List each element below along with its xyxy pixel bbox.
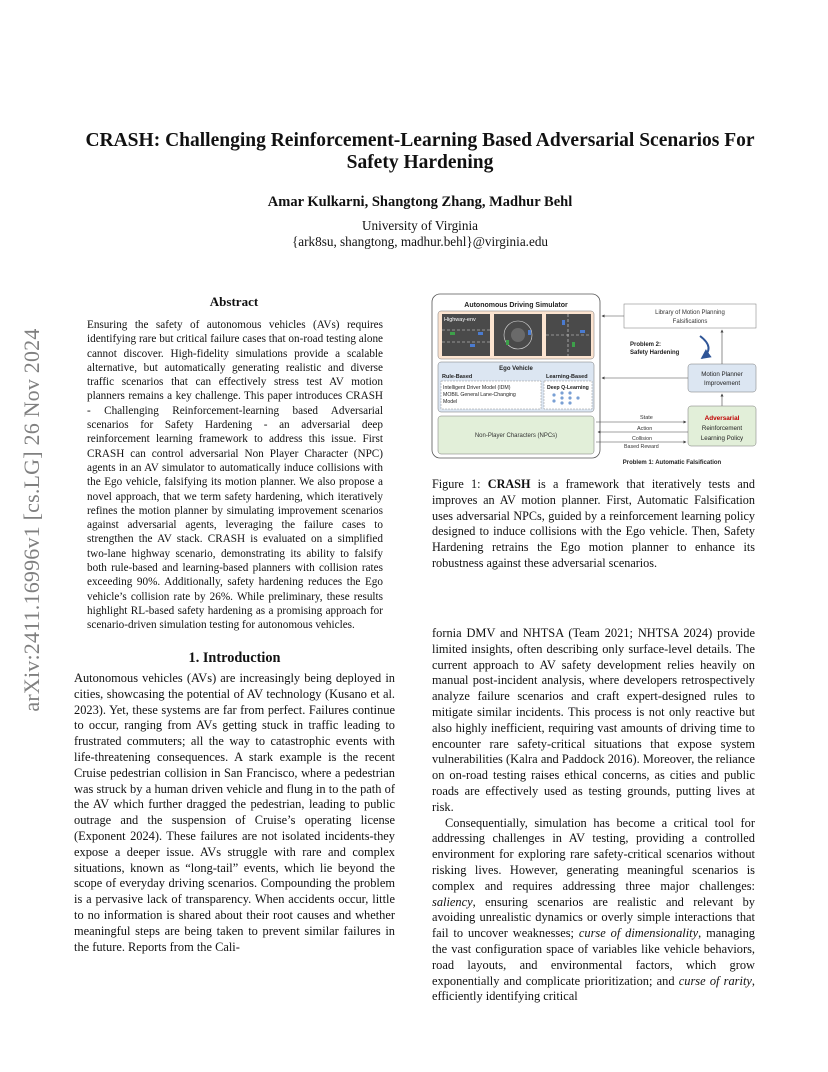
intro-paragraph-3 (432, 816, 755, 1006)
arxiv-identifier-text: arXiv:2411.16996v1 [cs.LG] 26 Nov 2024 (19, 328, 44, 712)
motion-planner-box (688, 364, 756, 392)
section-heading-introduction: 1. Introduction (188, 650, 281, 666)
problem1-label: Problem 1: Automatic Falsification (622, 460, 722, 466)
caption-bold: CRASH (487, 477, 531, 491)
idm-line-2: MOBIL General Lane-Changing (443, 392, 516, 398)
motion-line-1: Motion Planner (701, 371, 743, 378)
cycle-arrow-icon (700, 336, 709, 358)
collision-line-1: Collision (632, 436, 653, 442)
p3-dimensionality: curse of dimensionality (578, 926, 699, 941)
library-line-1: Library of Motion Planning (655, 310, 725, 316)
idm-line-3: Model (443, 399, 458, 405)
arxiv-identifier (14, 270, 50, 770)
intro-left-column (74, 671, 395, 955)
library-line-2: Falsifications (672, 319, 708, 325)
adv-line-1: Adversarial (704, 415, 740, 422)
caption-label: Figure 1: (432, 477, 488, 491)
idm-line-1: Intelligent Driver Model (IDM) (443, 385, 511, 391)
dqn-label: Deep Q-Learning (547, 385, 589, 391)
intro-right-column (432, 626, 755, 1005)
rule-based-label: Rule-Based (442, 374, 473, 380)
intro-paragraph-1: Autonomous vehicles (AVs) are increasingly being deployed in cities, showcasing the potential of AV technology (Kusano et al. 2023). Yet, these systems are far from perfect. Failures continue to occur, ranging from AVs getting stuck in traffic leading to frustrated commuters; all the way to catastrophic events with life-threatening consequences. A stark example is the recent Cruise pedestrian collision in San Francisco, where a pedestrian was struck by a human driven vehicle and flung in to the path of the AV which further dragged the pedestrian, leading to public outrage and the suspension of Cruise’s operating license (Exponent 2024). These failures are not isolated incidents-they expose a deeper issue. AVs struggle with rare and complex situations, known as “long-tail” events, which lie beyond the scope of everyday driving scenarios. Compounding the problem is a pervasive lack of transparency. When accidents occur, little to no information is shared about their root causes and whether meaningful steps are being taken to prevent similar failures in the future. Reports from the Cali- (74, 671, 395, 954)
action-label: Action (637, 426, 653, 432)
highway-label: Highway-env (444, 317, 476, 323)
author-emails: {ark8su, shangtong, madhur.behl}@virginia.edu (291, 234, 549, 249)
intro-paragraph-2: fornia DMV and NHTSA (Team 2021; NHTSA 2024) provide limited insights, often describing only surface-level details. The current approach to AV safety development relies heavily on manual post-incident analysis, where developers retrospectively analyze failure scenarios and craft expert-designed rules to mitigate similar incidents. This process is not only reactive but also highly inefficient, requiring vast amounts of driving time to encounter rare safety-critical situations that expose system vulnerabilities (Kalra and Paddock 2016). Moreover, the reliance on on-road testing raises ethical concerns, as cities and public roads are effectively used as testing grounds, putting lives at risk. (432, 626, 755, 814)
title-line-2: Safety Hardening (346, 152, 494, 173)
abstract-body (87, 318, 383, 633)
npc-label: Non-Player Characters (NPCs) (474, 433, 558, 439)
adv-line-2: Reinforcement (701, 425, 743, 432)
ego-vehicle-label: Ego Vehicle (499, 366, 533, 372)
figure-1-diagram (430, 292, 760, 470)
state-label: State (640, 415, 653, 421)
paper-title (70, 130, 770, 174)
figure-1-caption (432, 477, 755, 572)
affiliation: University of Virginia (362, 218, 478, 233)
p3-part-a: Consequentially, simulation has become a critical tool for addressing challenges in AV testing, providing a controlled environment for exploring rare safety-critical scenarios without risking lives. However, generating meaningful scenarios is complex and requires addressing three major challenges: (432, 815, 755, 893)
p3-part-b: , ensuring scenarios are realistic and relevant by avoiding unrealistic dynamics or overly simple interactions that fail to uncover weaknesses; (432, 894, 755, 941)
abstract-heading: Abstract (209, 294, 259, 309)
affiliation-block (70, 218, 770, 250)
caption-text: is a framework that iteratively tests and improves an AV motion planner. First, Automatic Falsification uses adversarial NPCs, guided by a reinforcement learning policy designed to induce collisions with the Ego vehicle. Then, Safety Hardening retrains the Ego motion planner to enhance its robustness against these adversarial scenarios. (432, 477, 755, 570)
learning-based-label: Learning-Based (546, 374, 588, 380)
abstract-text: Ensuring the safety of autonomous vehicles (AVs) requires identifying rare but critical failure cases that on-road testing alone cannot discover. High-fidelity simulations provide a scalable alternative, but automatically generating realistic and diverse traffic scenarios that can effectively stress test AV motion planners remains a key challenge. This paper introduces CRASH - Challenging Reinforcement-learning based Adversarial scenarios for Safety Hardening - an adversarial deep reinforcement learning framework to address this issue. First CRASH can control adversarial Non Player Character (NPC) agents in an AV simulator to automatically induce collisions with the Ego vehicle, falsifying its motion planner. We also propose a novel approach, that we term safety hardening, which iteratively refines the motion planner by simulating improvement scenarios against adversarial agents, leveraging the failure cases to strengthen the AV stack. CRASH is evaluated on a simplified two-lane highway scenario, demonstrating its ability to falsify both rule-based and learning-based planners with collision rates exceeding 90%. Additionally, safety hardening reduces the Ego vehicle’s collision rate by 26%. While preliminary, these results highlight RL-based safety hardening as a promising approach for scenario-driven simulation testing for autonomous vehicles. (87, 319, 383, 632)
p3-rarity: curse of rarity (678, 973, 752, 988)
simulator-label: Autonomous Driving Simulator (464, 302, 568, 309)
p3-saliency: saliency (432, 894, 473, 909)
motion-line-2: Improvement (703, 380, 741, 387)
title-line-1: CRASH: Challenging Reinforcement-Learning Based Adversarial Scenarios For (85, 130, 755, 151)
collision-line-2: Based Reward (624, 444, 659, 450)
p3-part-c: , managing the vast configuration space of variables like vehicle behaviors, road layouts, and environmental factors, which grow exponentially and complicate prioritization; and (432, 926, 755, 988)
authors: Amar Kulkarni, Shangtong Zhang, Madhur Behl (267, 194, 573, 210)
problem2-line-1: Problem 2: (630, 342, 662, 348)
p3-part-d: , efficiently identifying critical (432, 973, 755, 1004)
adv-line-3: Learning Policy (700, 435, 744, 442)
problem2-line-2: Safety Hardening (630, 350, 680, 356)
